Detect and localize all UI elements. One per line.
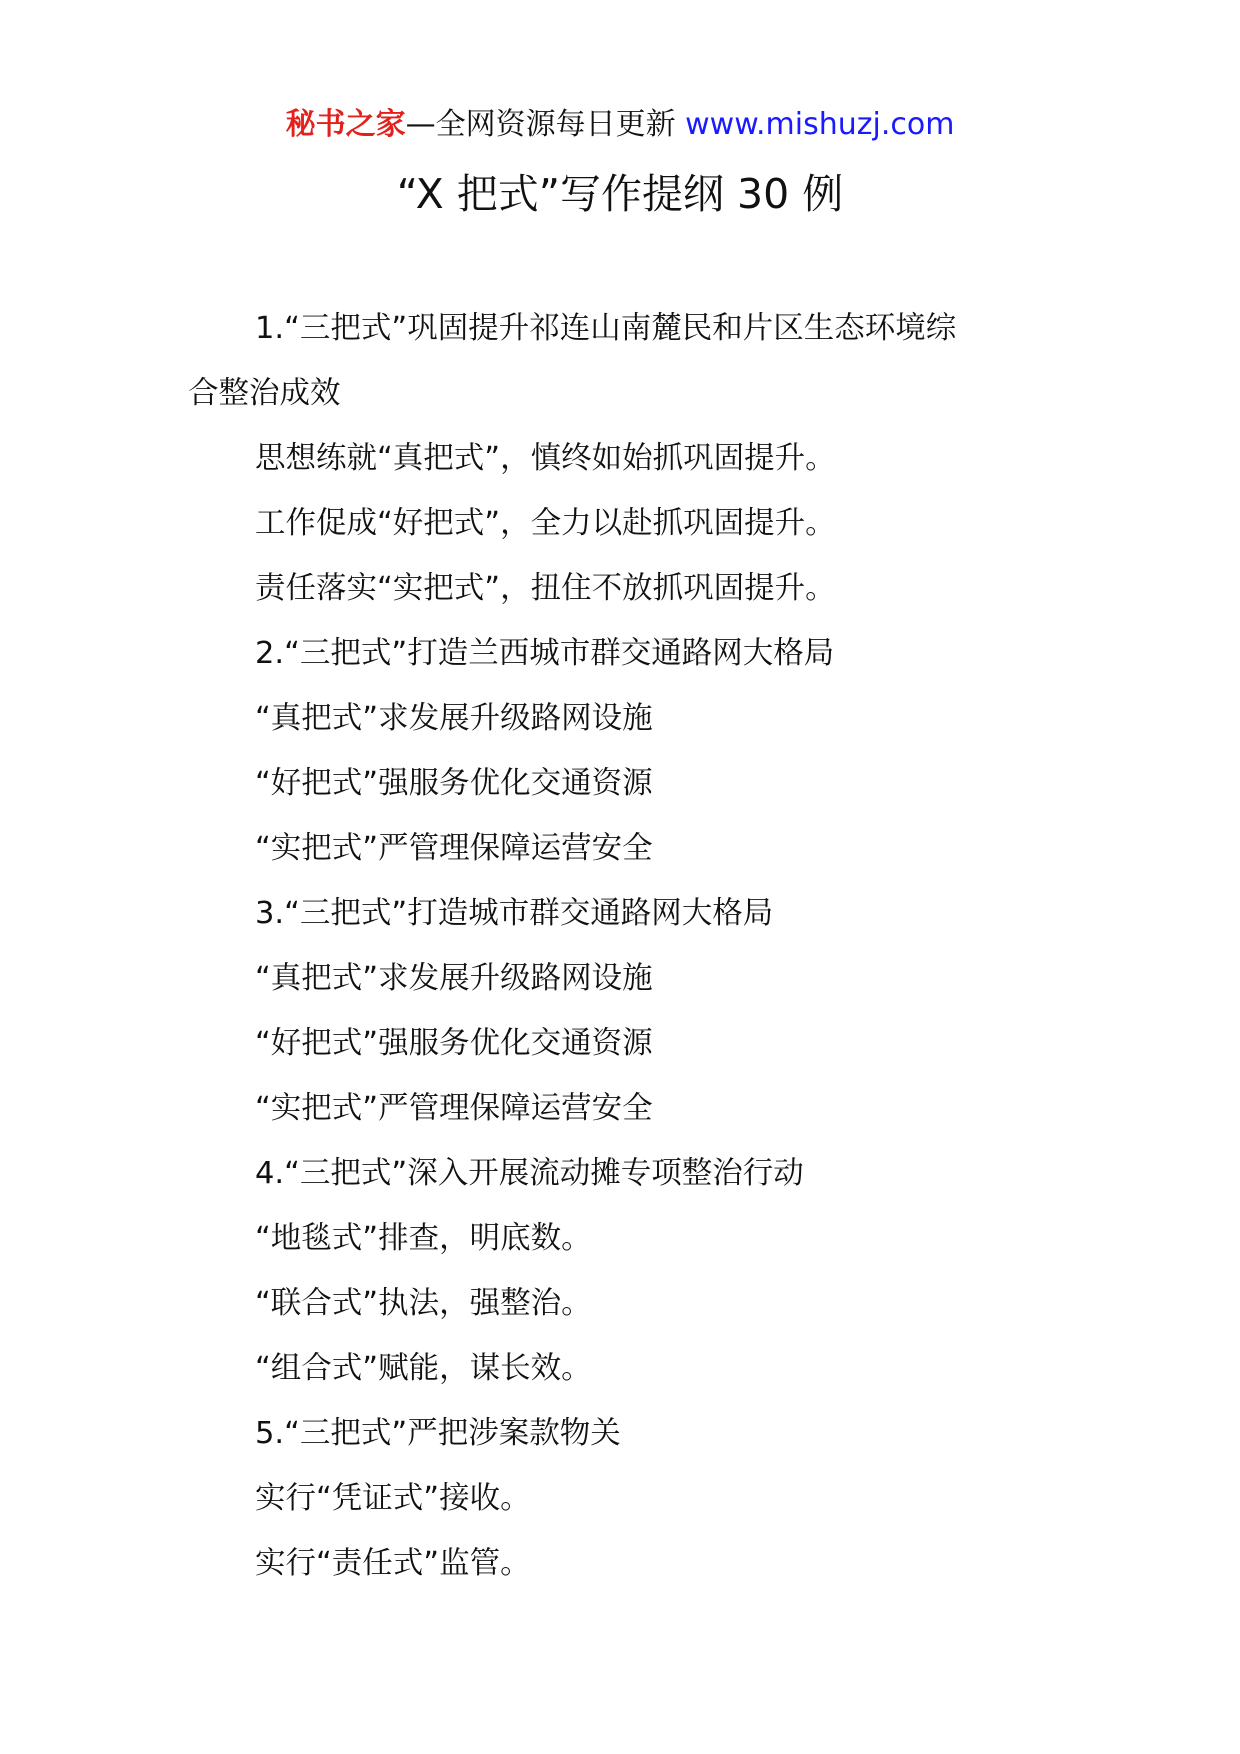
outline-item: “好把式”强服务优化交通资源	[255, 766, 653, 801]
outline-item: “实把式”严管理保障运营安全	[255, 831, 653, 866]
outline-item: “组合式”赋能，谋长效。	[255, 1351, 592, 1386]
outline-item: “真把式”求发展升级路网设施	[255, 961, 653, 996]
site-header	[0, 100, 1240, 150]
outline-heading: 2.“三把式”打造兰西城市群交通路网大格局	[255, 636, 835, 671]
document-title: “X 把式”写作提纲 30 例	[396, 170, 844, 218]
outline-item: 责任落实“实把式”，扭住不放抓巩固提升。	[255, 571, 836, 606]
outline-item: 思想练就“真把式”，慎终如始抓巩固提升。	[255, 441, 836, 476]
outline-heading: 1.“三把式”巩固提升祁连山南麓民和片区生态环境综	[255, 311, 957, 346]
outline-heading: 3.“三把式”打造城市群交通路网大格局	[255, 896, 774, 931]
outline-item: “联合式”执法，强整治。	[255, 1286, 592, 1321]
outline-item: “好把式”强服务优化交通资源	[255, 1026, 653, 1061]
outline-heading: 5.“三把式”严把涉案款物关	[255, 1416, 621, 1451]
outline-item: 实行“凭证式”接收。	[255, 1481, 531, 1516]
outline-item: “地毯式”排查，明底数。	[255, 1221, 592, 1256]
outline-heading-continuation: 合整治成效	[188, 376, 341, 411]
outline-heading: 4.“三把式”深入开展流动摊专项整治行动	[255, 1156, 804, 1191]
outline-item: 实行“责任式”监管。	[255, 1546, 531, 1581]
outline-item: 工作促成“好把式”，全力以赴抓巩固提升。	[255, 506, 836, 541]
outline-item: “实把式”严管理保障运营安全	[255, 1091, 653, 1126]
document-body	[188, 296, 1068, 1596]
header-tagline: —全网资源每日更新	[405, 107, 676, 142]
site-url-link[interactable]: www.mishuzj.com	[685, 107, 955, 142]
outline-item: “真把式”求发展升级路网设施	[255, 701, 653, 736]
brand-name: 秘书之家	[285, 107, 406, 142]
